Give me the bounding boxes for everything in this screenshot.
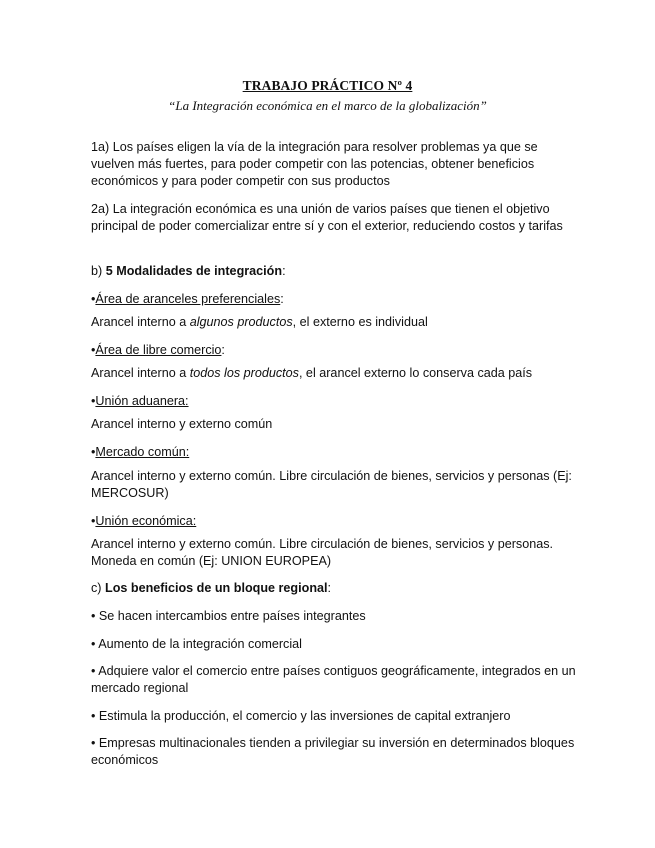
section-b-colon: :	[282, 264, 286, 278]
modality-4-desc: Arancel interno y externo común. Libre circulación de bienes, servicios y personas (Ej: MERCOSUR)	[91, 469, 572, 500]
desc-pre: Arancel interno a	[91, 315, 190, 329]
modality-2-title	[91, 342, 581, 359]
modality-4-title	[91, 444, 581, 461]
desc-pre: Arancel interno a	[91, 366, 190, 380]
bullet: •	[91, 394, 96, 408]
section-c-heading	[91, 580, 581, 597]
modality-1-name: Área de aranceles preferenciales	[95, 292, 281, 306]
section-b-prefix: b)	[91, 264, 106, 278]
modality-2-name: Área de libre comercio	[95, 343, 222, 357]
modality-4-name: Mercado común:	[95, 445, 190, 459]
bullet: •	[91, 445, 96, 459]
answer-1a: 1a) Los países eligen la vía de la integración para resolver problemas ya que se vuelven más fuertes, para poder competir con las potencias, obtener beneficios económicos y para poder competir con sus productos	[91, 140, 538, 188]
desc-emphasis: algunos productos	[189, 315, 293, 329]
modality-5-title	[91, 513, 581, 530]
desc-emphasis: todos los productos	[189, 366, 299, 380]
modality-5-name: Unión económica:	[95, 514, 197, 528]
desc-post: , el externo es individual	[292, 315, 428, 329]
modality-1-desc	[91, 314, 581, 331]
desc-post: , el arancel externo lo conserva cada país	[298, 366, 533, 380]
benefit-item: • Empresas multinacionales tienden a privilegiar su inversión en determinados bloques económicos	[91, 736, 575, 767]
modality-3-name: Unión aduanera:	[95, 394, 189, 408]
benefit-item: • Estimula la producción, el comercio y las inversiones de capital extranjero	[91, 709, 511, 723]
section-b-heading	[91, 263, 581, 280]
modality-1-title	[91, 291, 581, 308]
section-c-colon: :	[327, 581, 332, 595]
modality-5-desc: Arancel interno y externo común. Libre circulación de bienes, servicios y personas. Moneda en común (Ej: UNION EUROPEA)	[91, 537, 554, 568]
bullet: •	[91, 292, 96, 306]
section-b-title: 5 Modalidades de integración	[105, 264, 283, 278]
page-title: TRABAJO PRÁCTICO Nº 4	[242, 78, 413, 93]
page-subtitle: “La Integración económica en el marco de la globalización”	[168, 98, 487, 113]
section-c-prefix: c)	[91, 581, 105, 595]
benefit-item: • Adquiere valor el comercio entre países contiguos geográficamente, integrados en un mercado regional	[91, 664, 576, 695]
modality-3-title	[91, 393, 581, 410]
modality-2-desc	[91, 365, 581, 382]
benefit-item: • Se hacen intercambios entre países integrantes	[91, 609, 366, 623]
bullet: •	[91, 343, 96, 357]
bullet: •	[91, 514, 96, 528]
answer-2a: 2a) La integración económica es una unión de varios países que tienen el objetivo principal de poder comercializar entre sí y con el exterior, reduciendo costos y tarifas	[91, 202, 563, 233]
section-c-title: Los beneficios de un bloque regional	[105, 581, 328, 595]
colon: :	[221, 343, 225, 357]
colon: :	[280, 292, 284, 306]
modality-3-desc: Arancel interno y externo común	[91, 417, 273, 431]
benefit-item: • Aumento de la integración comercial	[91, 637, 302, 651]
